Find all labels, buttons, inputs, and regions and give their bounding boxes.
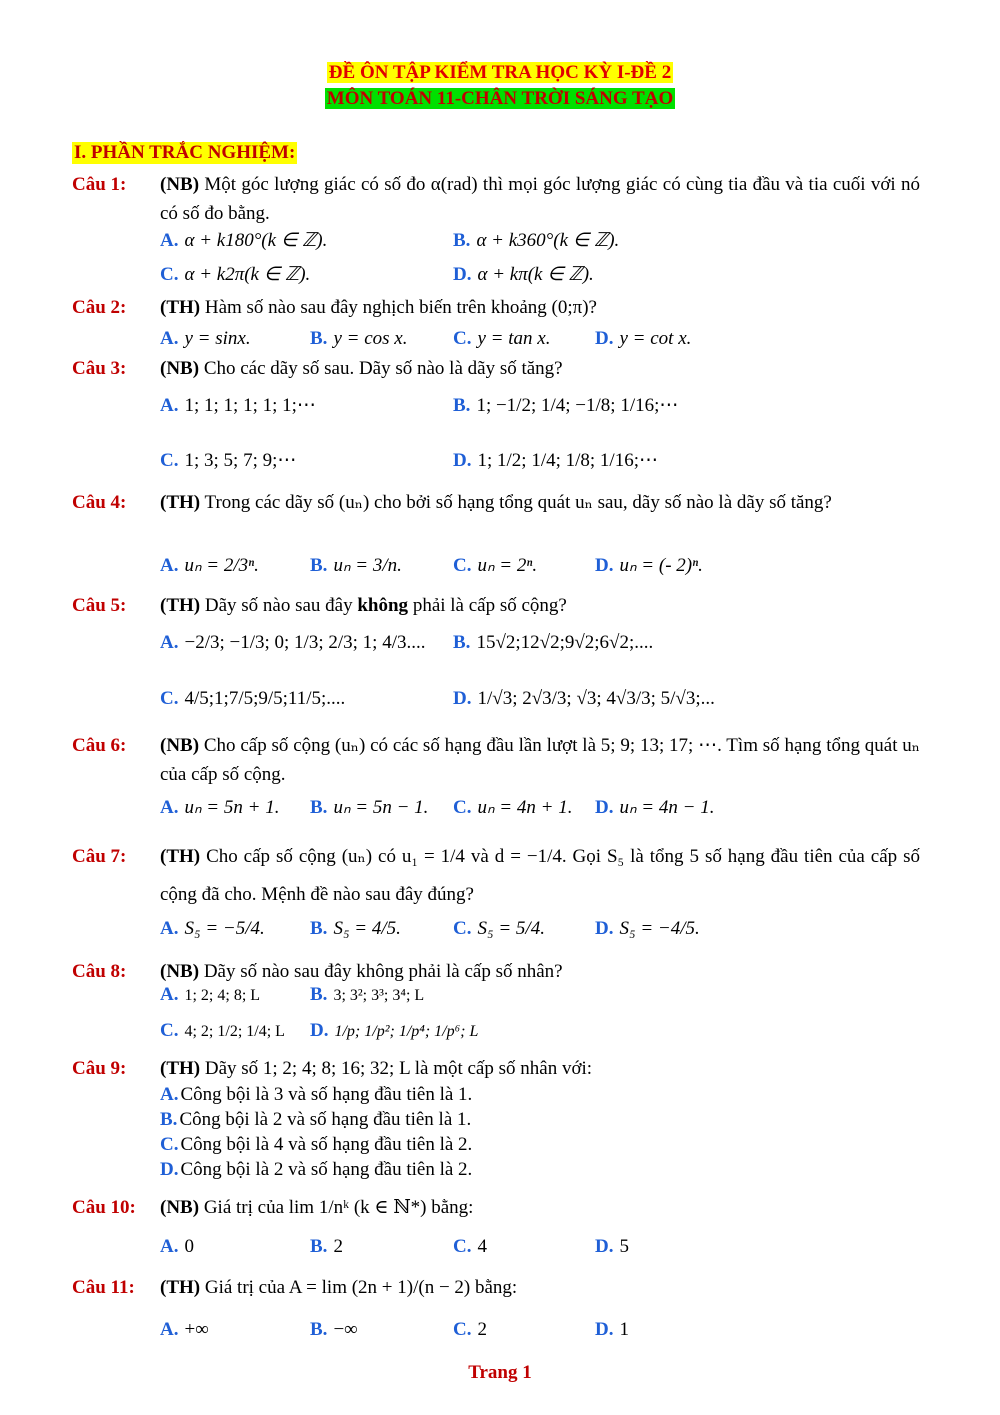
option-d[interactable]: D. 5 bbox=[595, 1236, 629, 1257]
option-d[interactable]: D. uₙ = (- 2)ⁿ. bbox=[595, 555, 703, 576]
option-d[interactable]: D. 1 bbox=[595, 1319, 629, 1340]
question-1: Câu 1: (NB) Một góc lượng giác có số đo α(rad) thì mọi góc lượng giác có cùng tia đầu và tia cuối với nó có số đo bằng. bbox=[72, 174, 921, 224]
option-d[interactable]: D. Công bội là 2 và số hạng đầu tiên là 2. bbox=[160, 1159, 473, 1180]
option-b[interactable]: B. 2 bbox=[310, 1236, 343, 1257]
option-c[interactable]: C. Công bội là 4 và số hạng đầu tiên là 2. bbox=[160, 1134, 473, 1155]
question-2: Câu 2: (TH) Hàm số nào sau đây nghịch biến trên khoảng (0;π)? bbox=[72, 297, 597, 318]
option-c[interactable]: C. 4/5;1;7/5;9/5;11/5;.... bbox=[160, 688, 346, 709]
question-3: Câu 3: (NB) Cho các dãy số sau. Dãy số nào là dãy số tăng? bbox=[72, 358, 563, 379]
option-c[interactable]: C. 1; 3; 5; 7; 9;⋯ bbox=[160, 450, 297, 471]
option-a[interactable]: A. uₙ = 5n + 1. bbox=[160, 797, 280, 818]
question-8: Câu 8: (NB) Dãy số nào sau đây không phải là cấp số nhân? bbox=[72, 961, 563, 982]
question-4: Câu 4: (TH) Trong các dãy số (uₙ) cho bởi số hạng tổng quát uₙ sau, dãy số nào là dãy số tăng? bbox=[72, 492, 832, 513]
option-c[interactable]: C. uₙ = 2ⁿ. bbox=[453, 555, 538, 576]
option-d[interactable]: D. S₅ = −4/5. bbox=[595, 918, 700, 939]
question-6: Câu 6: (NB) Cho cấp số cộng (uₙ) có các số hạng đầu lần lượt là 5; 9; 13; 17; ⋯. Tìm số hạng tổng quát uₙ của cấp số cộng. bbox=[72, 735, 921, 785]
option-a[interactable]: A. y = sinx. bbox=[160, 328, 251, 349]
question-5: Câu 5: (TH) Dãy số nào sau đây không phải là cấp số cộng? bbox=[72, 595, 567, 616]
option-c[interactable]: C. y = tan x. bbox=[453, 328, 551, 349]
option-d[interactable]: D. 1/p; 1/p²; 1/p⁴; 1/p⁶; L bbox=[310, 1020, 479, 1041]
option-b[interactable]: B. 1; −1/2; 1/4; −1/8; 1/16;⋯ bbox=[453, 395, 679, 416]
section-heading: I. PHẦN TRẮC NGHIỆM: bbox=[74, 142, 296, 163]
option-a[interactable]: A. +∞ bbox=[160, 1319, 209, 1340]
option-b[interactable]: B. Công bội là 2 và số hạng đầu tiên là 1. bbox=[160, 1109, 472, 1130]
option-c[interactable]: C. uₙ = 4n + 1. bbox=[453, 797, 573, 818]
option-b[interactable]: B. uₙ = 5n − 1. bbox=[310, 797, 429, 818]
option-a[interactable]: A. Công bội là 3 và số hạng đầu tiên là 1. bbox=[160, 1084, 473, 1105]
option-b[interactable]: B. 3; 3²; 3³; 3⁴; L bbox=[310, 984, 425, 1005]
question-7: Câu 7: (TH) Cho cấp số cộng (uₙ) có u₁ = 1/4 và d = −1/4. Gọi S₅ là tổng 5 số hạng đầu tiên của cấp số cộng đã cho. Mệnh đề nào sau đây đúng? bbox=[72, 846, 921, 905]
option-b[interactable]: B. α + k360°(k ∈ ℤ). bbox=[453, 230, 620, 251]
option-a[interactable]: A. S₅ = −5/4. bbox=[160, 918, 265, 939]
option-d[interactable]: D. 1; 1/2; 1/4; 1/8; 1/16;⋯ bbox=[453, 450, 658, 471]
option-c[interactable]: C. 4; 2; 1/2; 1/4; L bbox=[160, 1020, 285, 1041]
page-number: Trang 1 bbox=[468, 1362, 532, 1383]
option-b[interactable]: B. 15√2;12√2;9√2;6√2;.... bbox=[453, 632, 654, 653]
option-d[interactable]: D. y = cot x. bbox=[595, 328, 692, 349]
option-d[interactable]: D. α + kπ(k ∈ ℤ). bbox=[453, 264, 594, 285]
option-a[interactable]: A. uₙ = 2/3ⁿ. bbox=[160, 555, 259, 576]
option-b[interactable]: B. S₅ = 4/5. bbox=[310, 918, 401, 939]
option-a[interactable]: A. −2/3; −1/3; 0; 1/3; 2/3; 1; 4/3.... bbox=[160, 632, 426, 653]
option-c[interactable]: C. 2 bbox=[453, 1319, 487, 1340]
question-11: Câu 11: (TH) Giá trị của A = lim (2n + 1)/(n − 2) bằng: bbox=[72, 1277, 518, 1298]
option-a[interactable]: A. 0 bbox=[160, 1236, 194, 1257]
option-a[interactable]: A. 1; 2; 4; 8; L bbox=[160, 984, 261, 1005]
option-a[interactable]: A. α + k180°(k ∈ ℤ). bbox=[160, 230, 328, 251]
option-d[interactable]: D. 1/√3; 2√3/3; √3; 4√3/3; 5/√3;... bbox=[453, 688, 715, 709]
option-a[interactable]: A. 1; 1; 1; 1; 1; 1;⋯ bbox=[160, 395, 316, 416]
doc-title-2: MÔN TOÁN 11-CHÂN TRỜI SÁNG TẠO bbox=[326, 88, 674, 109]
option-d[interactable]: D. uₙ = 4n − 1. bbox=[595, 797, 715, 818]
question-10: Câu 10: (NB) Giá trị của lim 1/nᵏ (k ∈ ℕ*) bằng: bbox=[72, 1197, 474, 1218]
option-b[interactable]: B. −∞ bbox=[310, 1319, 358, 1340]
question-9: Câu 9: (TH) Dãy số 1; 2; 4; 8; 16; 32; L là một cấp số nhân với: bbox=[72, 1058, 593, 1079]
option-b[interactable]: B. uₙ = 3/n. bbox=[310, 555, 402, 576]
option-c[interactable]: C. α + k2π(k ∈ ℤ). bbox=[160, 264, 311, 285]
option-c[interactable]: C. S₅ = 5/4. bbox=[453, 918, 545, 939]
option-c[interactable]: C. 4 bbox=[453, 1236, 487, 1257]
options-q1 bbox=[160, 229, 920, 289]
doc-title-1: ĐỀ ÔN TẬP KIỂM TRA HỌC KỲ I-ĐỀ 2 bbox=[328, 62, 672, 83]
option-b[interactable]: B. y = cos x. bbox=[310, 328, 408, 349]
